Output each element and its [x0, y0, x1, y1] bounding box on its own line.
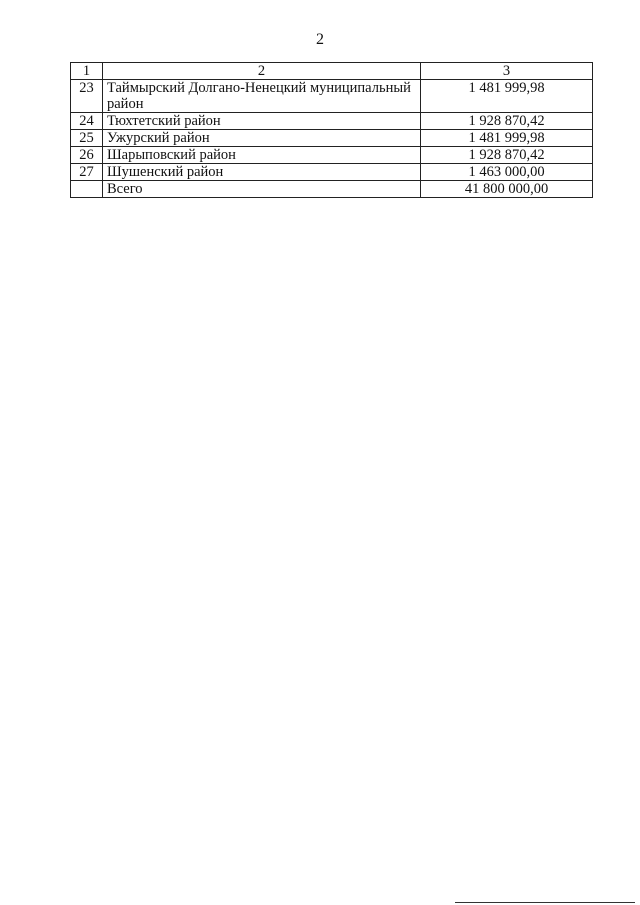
row-amount: 1 481 999,98	[421, 80, 593, 113]
row-amount: 1 928 870,42	[421, 147, 593, 164]
total-label: Всего	[103, 181, 421, 198]
row-district-name: Шушенский район	[103, 164, 421, 181]
table-header-row	[71, 63, 593, 80]
column-header-number: 1	[71, 63, 103, 80]
row-district-name: Шарыповский район	[103, 147, 421, 164]
row-district-name: Тюхтетский район	[103, 113, 421, 130]
table-row	[71, 147, 593, 164]
table-row	[71, 164, 593, 181]
table-total-row	[71, 181, 593, 198]
total-number	[71, 181, 103, 198]
page-number: 2	[316, 31, 324, 48]
allocation-table	[70, 62, 593, 198]
row-amount: 1 481 999,98	[421, 130, 593, 147]
row-district-name: Таймырский Долгано-Ненецкий муниципальный район	[103, 80, 421, 113]
row-number: 27	[71, 164, 103, 181]
bottom-rule-line	[455, 902, 635, 903]
column-header-sum: 3	[421, 63, 593, 80]
table-row	[71, 130, 593, 147]
row-amount: 1 928 870,42	[421, 113, 593, 130]
row-number: 23	[71, 80, 103, 113]
row-number: 24	[71, 113, 103, 130]
row-district-name: Ужурский район	[103, 130, 421, 147]
table-row	[71, 80, 593, 113]
column-header-name: 2	[103, 63, 421, 80]
total-amount: 41 800 000,00	[421, 181, 593, 198]
row-number: 25	[71, 130, 103, 147]
row-amount: 1 463 000,00	[421, 164, 593, 181]
table-row	[71, 113, 593, 130]
row-number: 26	[71, 147, 103, 164]
